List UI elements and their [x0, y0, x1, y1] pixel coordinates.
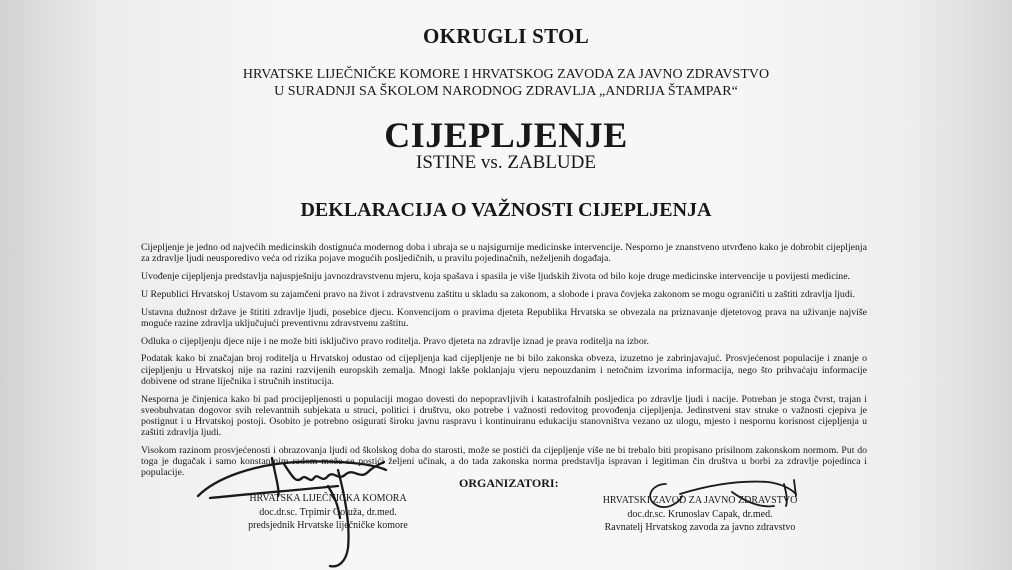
signatory-left-name: doc.dr.sc. Trpimir Goluža, dr.med.	[259, 506, 397, 518]
paragraph: Odluka o cijepljenju djece nije i ne može biti isključivo pravo roditelja. Pravo djeteta na zdravlje iznad je prava roditelja na izbor.	[141, 335, 649, 347]
signatory-left-org: HRVATSKA LIJEČNIČKA KOMORA	[249, 493, 407, 504]
paragraph: Uvođenje cijepljenja predstavlja najuspješniju javnozdravstvenu mjeru, koja spašava i spasila je više ljudskih života od bilo koje druge medicinske intervencije u povijesti medicine.	[141, 271, 850, 282]
organizers-line-1: HRVATSKE LIJEČNIČKE KOMORE I HRVATSKOG ZAVODA ZA JAVNO ZDRAVSTVO	[242, 67, 770, 82]
paragraph: U Republici Hrvatskoj Ustavom su zajamčeni pravo na život i zdravstvenu zaštitu u skladu sa zakonom, a slobode i prava čovjeka zakonom se mogu ograničiti u zaštiti zdravlja ljudi.	[141, 288, 855, 300]
paragraph: Nesporna je činjenica kako bi pad procijepljenosti u populaciji mogao dovesti do nepopravljivih i katastrofalnih posljedica po zdravlje ljudi i nacije. Potreban je stoga čvrst, trajan i sveobuhvatan dogovor svih relevantnih subjekata u struci, politici i društvu, oko potrebe i važnosti redovitog provođenja cijepljenja. Jedinstveni stav struke o važnosti cjepiva je postignut i u Hrvatskoj postoji. Osobito je potrebno osigurati široku javnu raspravu i kontinuiranu edukaciju stanovništva vezano uz ulogu, mjesto i nespornu korisnost cijepljenja u zaštiti zdravlja ljudi.	[141, 393, 867, 439]
organizers-label: ORGANIZATORI:	[459, 476, 559, 490]
signatory-right-role: Ravnatelj Hrvatskog zavoda za javno zdravstvo	[604, 522, 796, 533]
paragraph: Cijepljenje je jedno od najvećih medicinskih dostignuća modernog doba i ubraja se u najsigurnije medicinske intervencije. Nesporno je znanstveno utvrđeno kako je dobrobit cijepljenja za zdravlje ljudi neusporedivo veća od rizika pojave mogućih posljedičnih, u pravilu pojedinačnih, neželjenih događaja.	[141, 242, 867, 265]
paragraph: Podatak kako bi značajan broj roditelja u Hrvatskoj odustao od cijepljenja kad cijepljenje ne bi bilo zakonska obveza, izuzetno je zabrinjavajuć. Prosvjećenost populacije i znanje o cijepljenju u Hrvatskoj nije na razini razvijenih europskih zemalja. Mnogi lakše poklanjaju vjeru nepouzdanim i netočnim izvorima informacija, nego što prihvaćaju informacije dobivene od strane liječnika i stručnih institucija.	[141, 353, 867, 387]
declaration-title: DEKLARACIJA O VAŽNOSTI CIJEPLJENJA	[300, 199, 712, 221]
main-title: CIJEPLJENJE	[384, 115, 628, 155]
event-title: OKRUGLI STOL	[422, 24, 589, 48]
paragraph: Ustavna dužnost države je štititi zdravlje ljudi, posebice djecu. Konvencijom o pravima djeteta Republika Hrvatska se obvezala na priznavanje djetetovog prava na uživanje najviše moguće razine zdravlja uključujući preventivnu zdravstvenu zaštitu.	[141, 306, 867, 329]
signatory-left	[218, 492, 438, 533]
signatory-right-org: HRVATSKI ZAVOD ZA JAVNO ZDRAVSTVO	[602, 495, 798, 506]
main-subtitle: ISTINE vs. ZABLUDE	[416, 152, 596, 173]
signatory-right-name: doc.dr.sc. Krunoslav Capak, dr.med.	[627, 508, 773, 520]
signatory-right	[590, 494, 810, 535]
signatory-left-role: predsjednik Hrvatske liječničke komore	[248, 520, 408, 531]
organizers-line-2: U SURADNJI SA ŠKOLOM NARODNOG ZDRAVLJA „ANDRIJA ŠTAMPAR“	[274, 84, 738, 99]
paragraph: Visokom razinom prosvjećenosti i obrazovanja ljudi od školskog doba do starosti, može se postići da cijepljenje više ne bi trebalo biti propisano prisilnom zakonskom normom. Put do toga je dugačak i samo konstantnim radom može se postići željeni učinak, a do tada zakonska norma predstavlja ispravan i legitiman čin društva u borbi za zdravlje pojedinca i populacije.	[141, 445, 867, 479]
